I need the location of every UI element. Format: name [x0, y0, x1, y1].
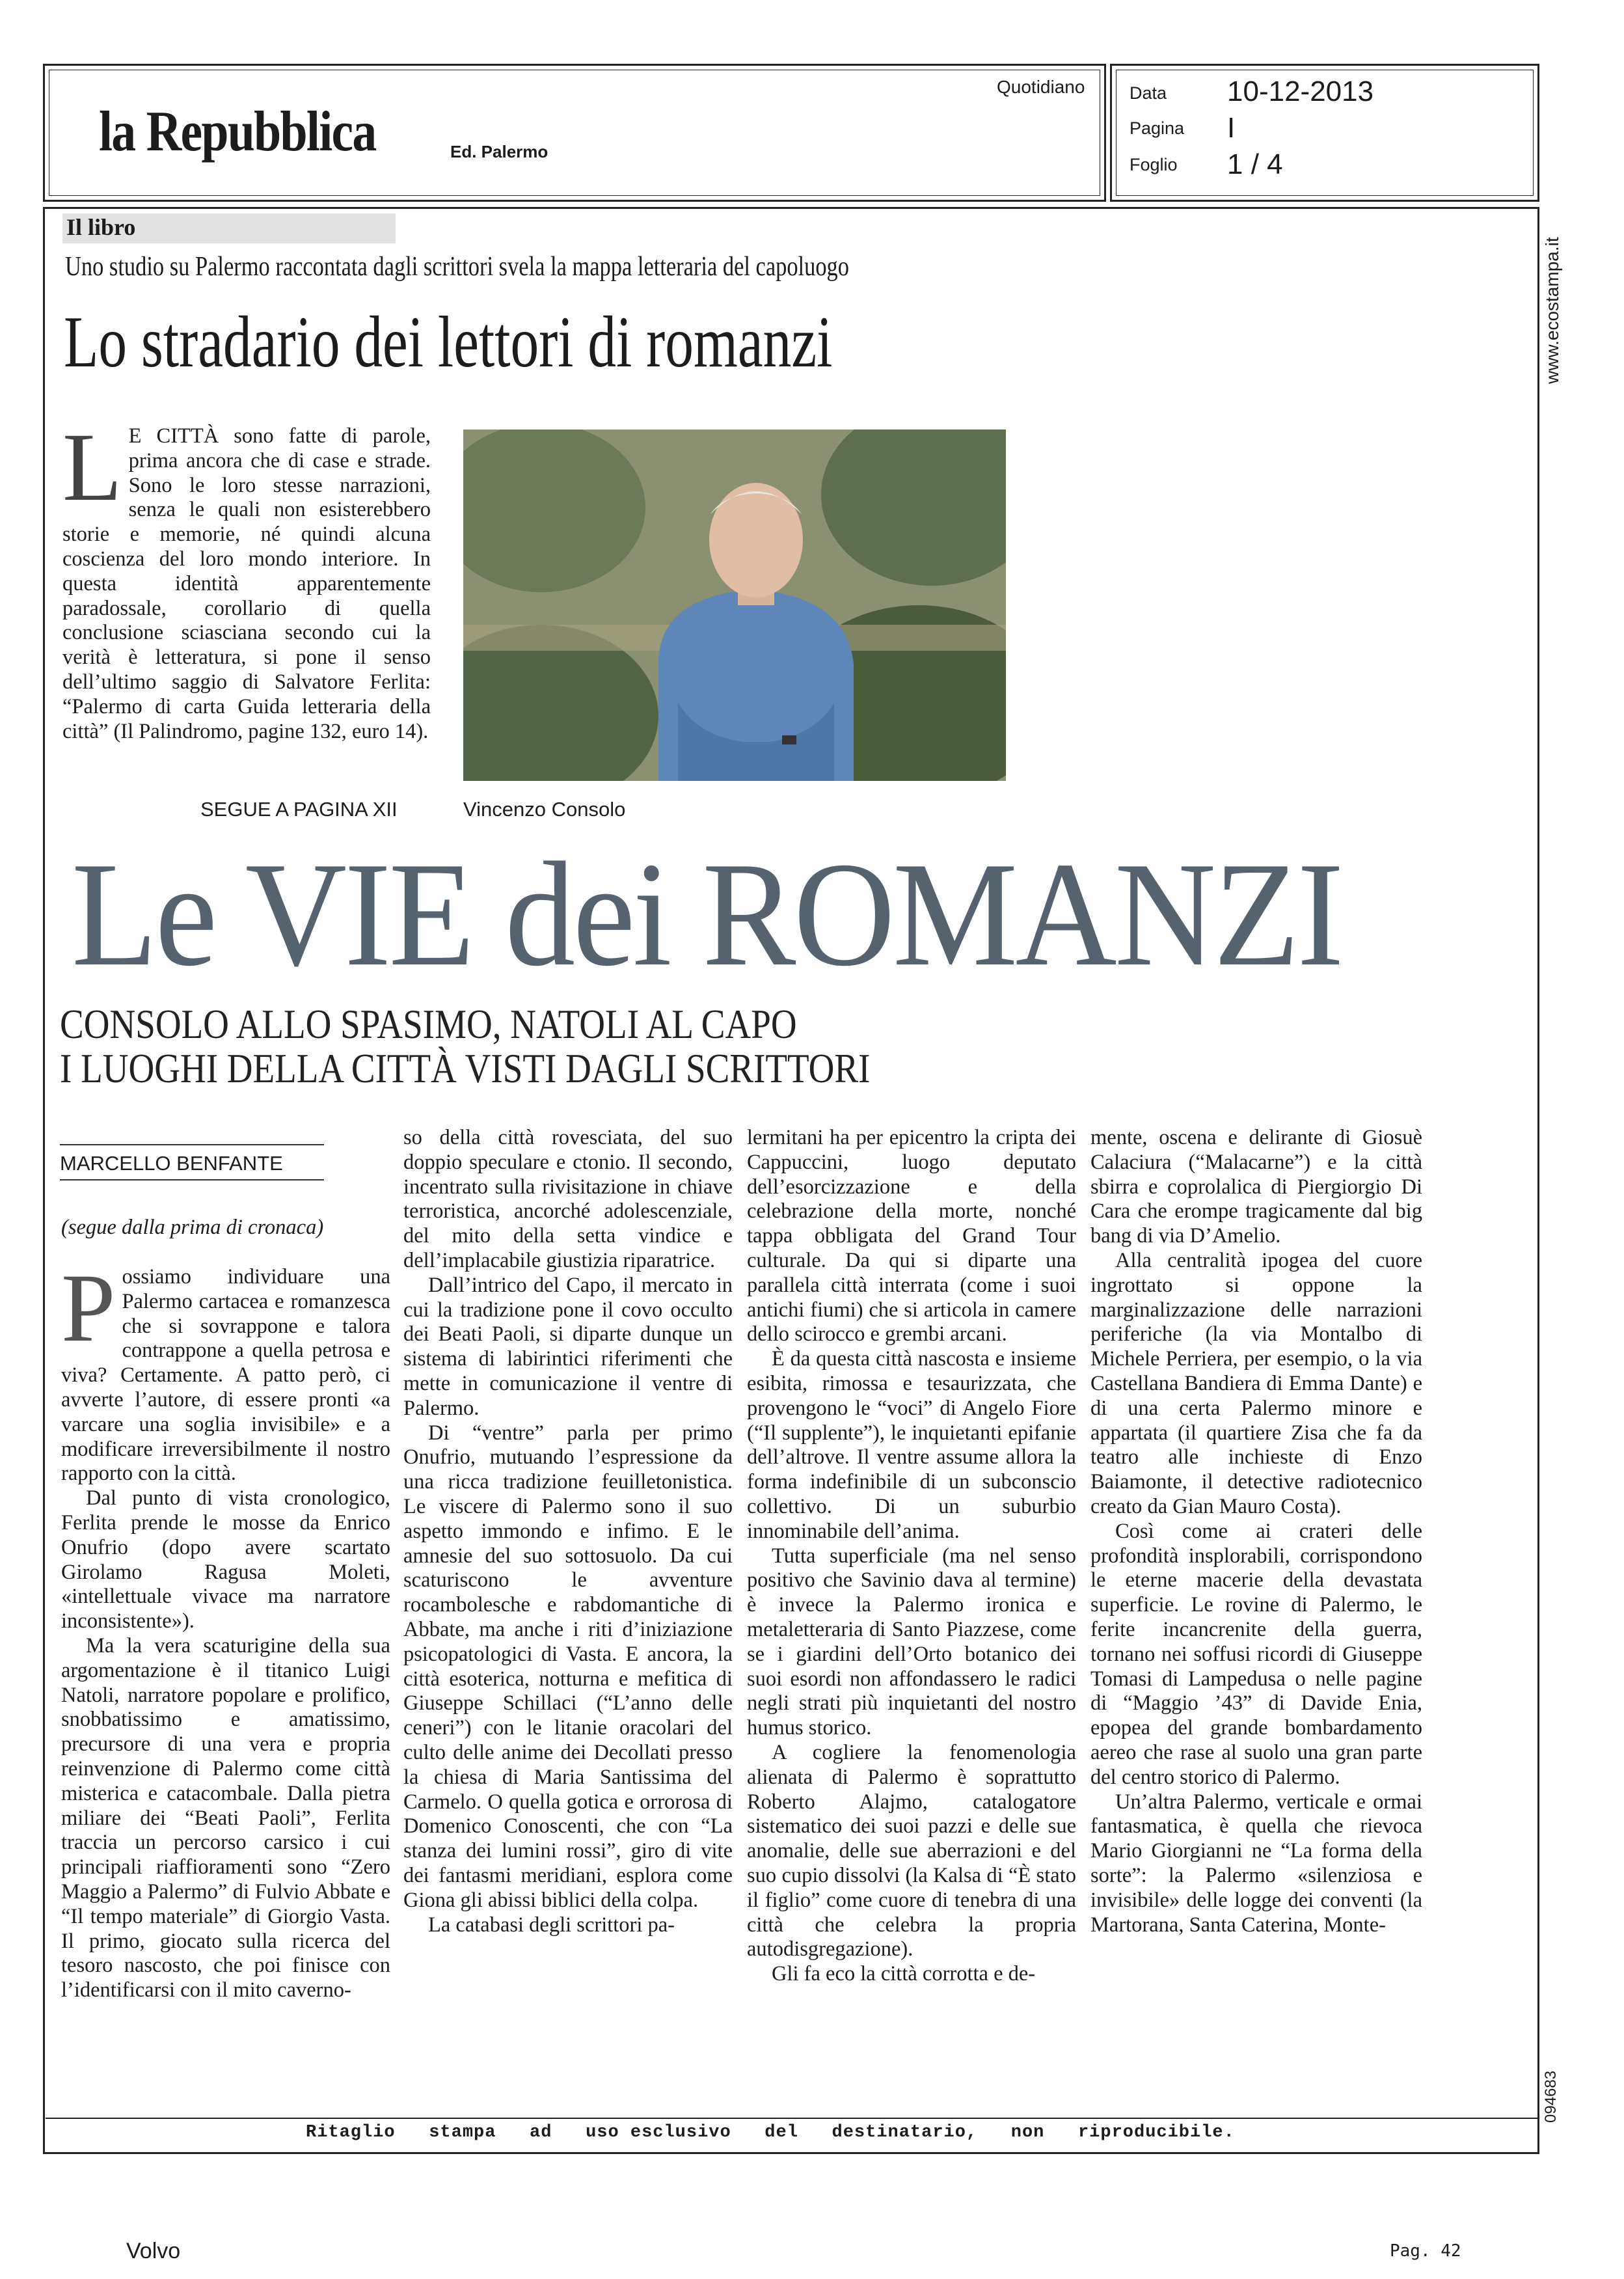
article-column-1 [61, 1254, 390, 2003]
publication-type: Quotidiano [997, 77, 1085, 97]
paragraph: Un’altra Palermo, verticale e ormai fantasmatica, è quella che rievoca Mario Giorgianni ne “La forma della sorte”: la Palermo «silenziosa e invisibile» delle logge dei conventi (la Martorana, Santa Caterina, Monte- [1090, 1790, 1422, 1937]
author-byline: MARCELLO BENFANTE [60, 1152, 283, 1175]
footer-rule [46, 2118, 1538, 2119]
teaser-kicker: Uno studio su Palermo raccontata dagli scrittori svela la mappa letteraria del capoluogo [65, 252, 850, 282]
meta-value: 1 / 4 [1227, 148, 1283, 180]
meta-label: Data [1130, 83, 1167, 103]
teaser-dropcap: L [62, 413, 122, 521]
continue-note: SEGUE A PAGINA XII [200, 798, 398, 821]
continued-note: (segue dalla prima di cronaca) [61, 1216, 324, 1239]
main-subheadline-1: CONSOLO ALLO SPASIMO, NATOLI AL CAPO [60, 1001, 797, 1047]
article-column-3 [747, 1126, 1076, 1987]
portrait-photo [463, 430, 1006, 781]
section-tag: Il libro [62, 213, 396, 243]
meta-row-date [1130, 75, 1520, 112]
paragraph: Così come ai crateri delle profondità insplorabili, corrispondono le eterne macerie della devastata superficie. Le rovine di Palermo, le ferite incancrenite della guerra, tornano nei soffusi ricordi di Giuseppe Tomasi di Lampedusa o nelle pagine di “Maggio ’43” di Davide Enia, epopea del grande bombardamento aereo che rase al suolo una gran parte del centro storico di Palermo. [1090, 1519, 1422, 1789]
main-subheadline-2: I LUOGHI DELLA CITTÀ VISTI DAGLI SCRITTORI [60, 1045, 871, 1091]
paragraph: La catabasi degli scrittori pa- [428, 1913, 675, 1937]
paragraph: È da questa città nascosta e insieme esibita, rimossa e tesaurizzata, che provengono le “voci” di Angelo Fiore (“Il supplente”), le inquietanti epifanie dell’altrove. Il ventre assume allora la forma indefinibile di un subconscio collettivo. Di un suburbio innominabile dell’anima. [747, 1347, 1076, 1543]
paragraph: Di “ventre” parla per primo Onufrio, mutuando l’espressione da una ricca tradizione feuilletonistica. Le viscere di Palermo sono il suo aspetto immondo e infimo. E le amnesie del suo sottosuolo. Da cui scaturiscono le avventure rocambolesche e rabdomantiche di Abbate, ma anche i riti d’iniziazione psicopatologici di Vasta. E ancora, la città esoterica, notturna e mefitica di Giuseppe Schillaci (“L’anno delle ceneri”) con le litanie oracolari del culto delle anime dei Decollati presso la chiesa di Maria Santissima del Carmelo. O quella gotica e orrorosa di Domenico Conoscenti, che con “La stanza dei lumini rossi”, giro di vite dei fantasmi meridiani, esplora come Giona gli abissi biblici della colpa. [403, 1421, 733, 1912]
clip-code: 094683 [1542, 2070, 1560, 2123]
edition-label: Ed. Palermo [450, 142, 548, 161]
paragraph: Ma la vera scaturigine della sua argomentazione è il titanico Luigi Natoli, narratore popolare e prolifico, snobbatissimo e amatissimo, precursore di una vera e propria reinvenzione di Palermo come città misterica e catacombale. Dalla pietra miliare dei “Beati Paoli”, Ferlita traccia un percorso carsico i cui principali riaffioramenti sono “Zero Maggio a Palermo” di Fulvio Abbate e “Il tempo materiale” di Giorgio Vasta. Il primo, giocato sulla ricerca del tesoro nascosto, che poi finisce con l’identificarsi con il mito caverno- [61, 1633, 390, 2002]
meta-table [1130, 75, 1520, 185]
teaser-headline: Lo stradario dei lettori di romanzi [64, 302, 833, 383]
author-rule [60, 1144, 324, 1145]
client-name: Volvo [126, 2239, 181, 2263]
teaser-body [62, 413, 431, 744]
main-headline: Le VIE dei ROMANZI [72, 831, 1342, 997]
portrait-illustration [463, 430, 1006, 781]
paragraph: ossiamo individuare una Palermo cartacea e romanzesca che si sovrappone e talora contrappone a quella petrosa e viva? Certamente. A patto però, ci avverte l’autore, di essere pronti «a varcare una soglia invisibile» e a modificare irreversibilmente il nostro rapporto con la città. [61, 1265, 390, 1486]
paragraph: Dal punto di vista cronologico, Ferlita prende le mosse da Enrico Onufrio (dopo avere scartato Girolamo Ragusa Moleti, «intellettuale vivace ma narratore inconsistente»). [61, 1486, 390, 1633]
paragraph: Tutta superficiale (ma nel senso positivo che Savinio dava al termine) è invece la Palermo ironica e metaletteraria di Santo Piazzese, come se i giardini dell’Orto botanico dei suoi esordi non affondassero le radici negli strati più inquietanti del nostro humus storico. [747, 1544, 1076, 1740]
article-dropcap: P [61, 1254, 116, 1362]
article-column-2 [403, 1126, 733, 1937]
meta-row-page [1130, 112, 1520, 148]
paragraph: Gli fa eco la città corrotta e de- [772, 1962, 1036, 1986]
teaser-text: E CITTÀ sono fatte di parole, prima ancora che di case e strade. Sono le loro stesse narrazioni, senza le quali non esisterebbero storie e memorie, né quindi alcuna coscienza del loro mondo interiore. In questa identità apparentemente paradossale, corollario di quella conclusione sciasciana secondo cui la verità è letteratura, si pone il senso dell’ultimo saggio di Salvatore Ferlita: “Palermo di carta Guida letteraria della città” (Il Palindromo, pagine 132, euro 14). [62, 424, 431, 743]
photo-caption: Vincenzo Consolo [463, 798, 626, 821]
paragraph: so della città rovesciata, del suo doppio speculare e ctonio. Il secondo, incentrato sulla rivisitazione in chiave terroristica, ancorché adolescenziale, del mito della setta vindice e dell’implacabile giustizia riparatrice. [403, 1126, 733, 1272]
meta-value: I [1227, 112, 1236, 144]
paragraph: A cogliere la fenomenologia alienata di Palermo è soprattutto Roberto Alajmo, catalogatore sistematico dei suoi pazzi e delle sue anomalie, delle sue aberrazioni e del suo cupio dissolvi (la Kalsa di “È stato il figlio” come cuore di tenebra di una città che celebra la propria autodisgregazione). [747, 1740, 1076, 1961]
meta-row-sheet [1130, 148, 1520, 185]
article-column-4 [1090, 1126, 1422, 1937]
meta-label: Pagina [1130, 118, 1185, 138]
source-url: www.ecostampa.it [1542, 237, 1562, 384]
meta-value: 10-12-2013 [1227, 75, 1374, 107]
page-number: Pag. 42 [1390, 2241, 1461, 2261]
paragraph: Dall’intrico del Capo, il mercato in cui la tradizione pone il covo occulto dei Beati Paoli, si diparte dunque un sistema di labirintici riferimenti che mette in comunicazione il ventre di Palermo. [403, 1273, 733, 1420]
paragraph: mente, oscena e delirante di Giosuè Calaciura (“Malacarne”) e la città sbirra e coprolalica di Piergiorgio Di Cara che erompe tragicamente dal big bang di via D’Amelio. [1090, 1126, 1422, 1248]
footer-disclaimer: Ritaglio stampa ad uso esclusivo del destinatario, non riproducibile. [306, 2123, 1235, 2142]
meta-label: Foglio [1130, 155, 1178, 174]
paragraph: Alla centralità ipogea del cuore ingrottato si oppone la marginalizzazione delle narrazioni periferiche (la via Montalbo di Michele Perriera, per esempio, o la via Castellana Bandiera di Emma Dante) e di una certa Palermo minore e appartata (il quartiere Zisa che fa da teatro alle inchieste di Enzo Baiamonte, il detective radiotecnico creato da Gian Mauro Costa). [1090, 1248, 1422, 1518]
masthead-logo: la Repubblica [99, 100, 376, 163]
author-rule-bottom [60, 1179, 324, 1180]
paragraph: lermitani ha per epicentro la cripta dei Cappuccini, luogo deputato dell’esorcizzazione e della celebrazione della morte, nonché tappa obbligata del Grand Tour culturale. Da qui si diparte una parallela città interrata (come i suoi antichi fiumi) che si articola in camere dello scirocco e grembi arcani. [747, 1126, 1076, 1346]
